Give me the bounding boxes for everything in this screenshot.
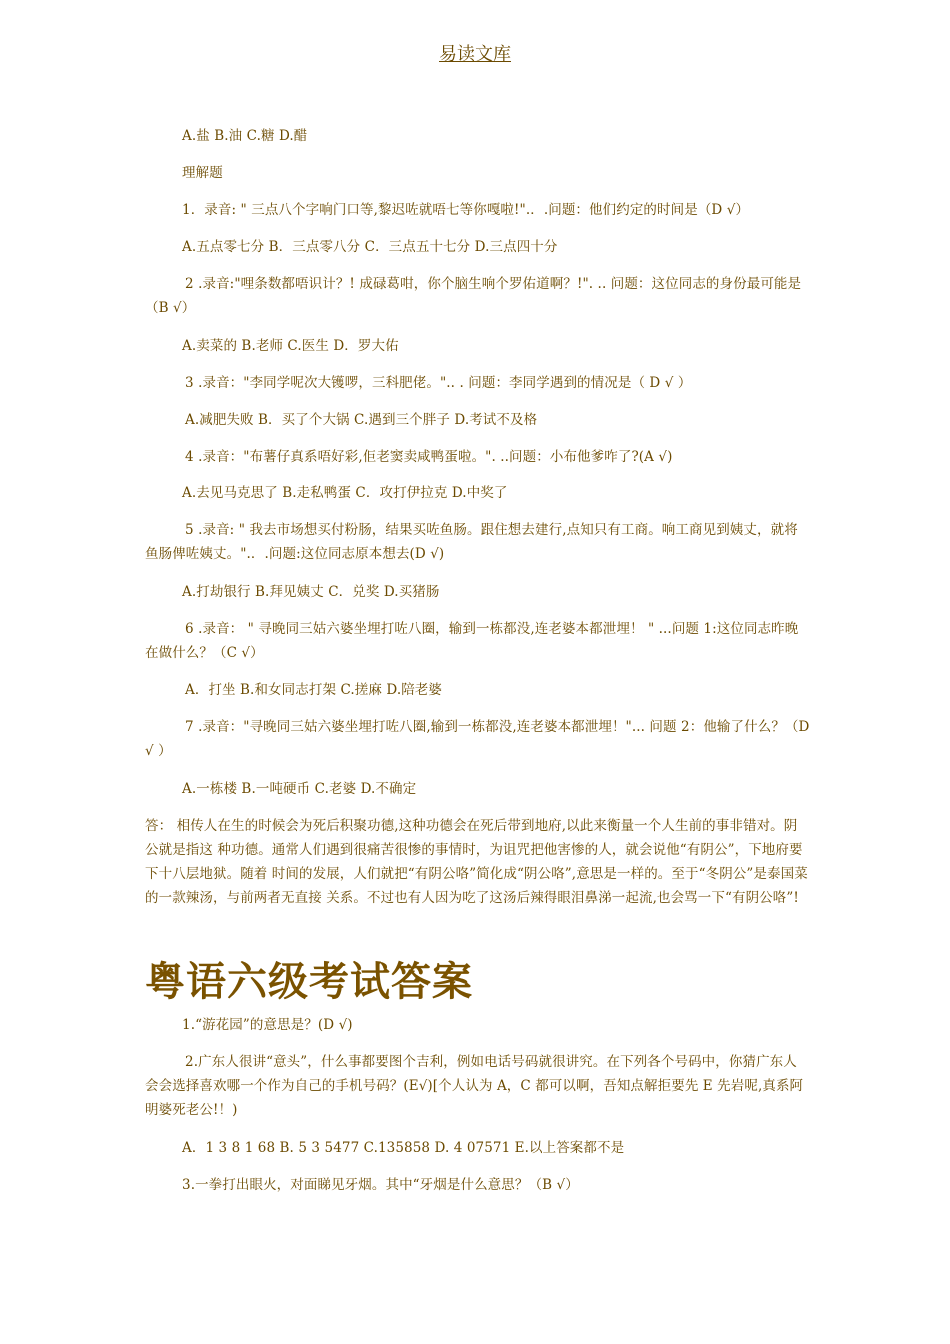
question-7: 7 .录音："寻晚同三姑六婆坐埋打咗八圈,输到一栋都没,连老婆本都泄埋！"... 问题 2：他输了什么？（D √ ） bbox=[145, 719, 810, 759]
options-line: A.盐 B.油 C.糖 D.醋 bbox=[182, 128, 308, 144]
header-link-yidu-wenku[interactable]: 易读文库 bbox=[439, 44, 511, 65]
options-6-2: A．1 3 8 1 68 B. 5 3 5477 C.135858 D. 4 07571 E.以上答案都不是 bbox=[182, 1140, 625, 1156]
options-3: A.减肥失败 B．买了个大锅 C.遇到三个胖子 D.考试不及格 bbox=[185, 412, 538, 428]
question-6-2: 2.广东人很讲“意头”，什么事都要图个吉利，例如电话号码就很讲究。在下列各个号码中，你猜广东人会会选择喜欢哪一个作为自己的手机号码？(E√)[个人认为 A，C 都可以啊，吾知点解拒要先 E 先岩呢,真系阿明婆死老公!！) bbox=[145, 1054, 804, 1118]
question-6: 6 .录音： " 寻晚同三姑六婆坐埋打咗八圈，输到一栋都没,连老婆本都泄埋！ " ...问题 1:这位同志昨晚在做什么？（C √） bbox=[145, 621, 799, 661]
options-2: A.卖菜的 B.老师 C.医生 D．罗大佑 bbox=[182, 338, 399, 354]
section-heading-comprehension: 理解题 bbox=[182, 165, 223, 181]
question-6-1: 1.“游花园”的意思是？(D √) bbox=[182, 1017, 353, 1033]
question-3: 3 .录音："李同学呢次大镬啰，三科肥佬。".. . 问题：李同学遇到的情况是（ D √ ） bbox=[185, 375, 692, 391]
question-4: 4 .录音："布薯仔真系唔好彩,佢老窦卖咸鸭蛋啦。". ..问题：小布他爹咋了?(A √) bbox=[185, 449, 673, 465]
options-4: A.去见马克思了 B.走私鸭蛋 C．攻打伊拉克 D.中奖了 bbox=[182, 485, 508, 501]
question-1: 1．录音: " 三点八个字响门口等,黎迟咗就唔七等你嘎啦!".．.问题：他们约定的时间是（D √） bbox=[182, 202, 750, 218]
question-5: 5 .录音: " 我去市场想买付粉肠，结果买咗鱼肠。跟住想去建行,点知只有工商。响工商见到姨丈，就将鱼肠俾咗姨丈。".．.问题:这位同志原本想去(D √) bbox=[145, 522, 798, 562]
options-6: A．打坐 B.和女同志打架 C.搓麻 D.陪老婆 bbox=[185, 682, 443, 698]
answer-paragraph: 答： 相传人在生的时候会为死后积聚功德,这种功德会在死后带到地府,以此来衡量一个人生前的事非错对。阴公就是指这 种功德。通常人们遇到很痛苦很惨的事情时，为诅咒把他害惨的人，就会说他“有阴公”，下地府要下十八层地狱。随着 时间的发展，人们就把“有阴公咯”简化成“阴公咯”,意思是一样的。至于“冬阴公”是泰国菜的一款辣汤，与前两者无直接 关系。不过也有人因为吃了这汤后辣得眼泪鼻涕一起流,也会骂一下“有阴公咯”! bbox=[145, 818, 808, 906]
question-6-3: 3.一拳打出眼火，对面睇见牙烟。其中“牙烟是什么意思？（B √） bbox=[182, 1177, 579, 1193]
options-1: A.五点零七分 B．三点零八分 C．三点五十七分 D.三点四十分 bbox=[182, 239, 558, 255]
options-5: A.打劫银行 B.拜见姨丈 C．兑奖 D.买猪肠 bbox=[182, 584, 440, 600]
question-2: 2 .录音:"哩条数都唔识计？! 成碌葛咁，你个脑生响个罗佑道啊？!". .. 问题：这位同志的身份最可能是（B √） bbox=[145, 276, 802, 316]
options-7: A.一栋楼 B.一吨硬币 C.老婆 D.不确定 bbox=[182, 781, 417, 797]
page-title: 粤语六级考试答案 bbox=[145, 958, 473, 1005]
